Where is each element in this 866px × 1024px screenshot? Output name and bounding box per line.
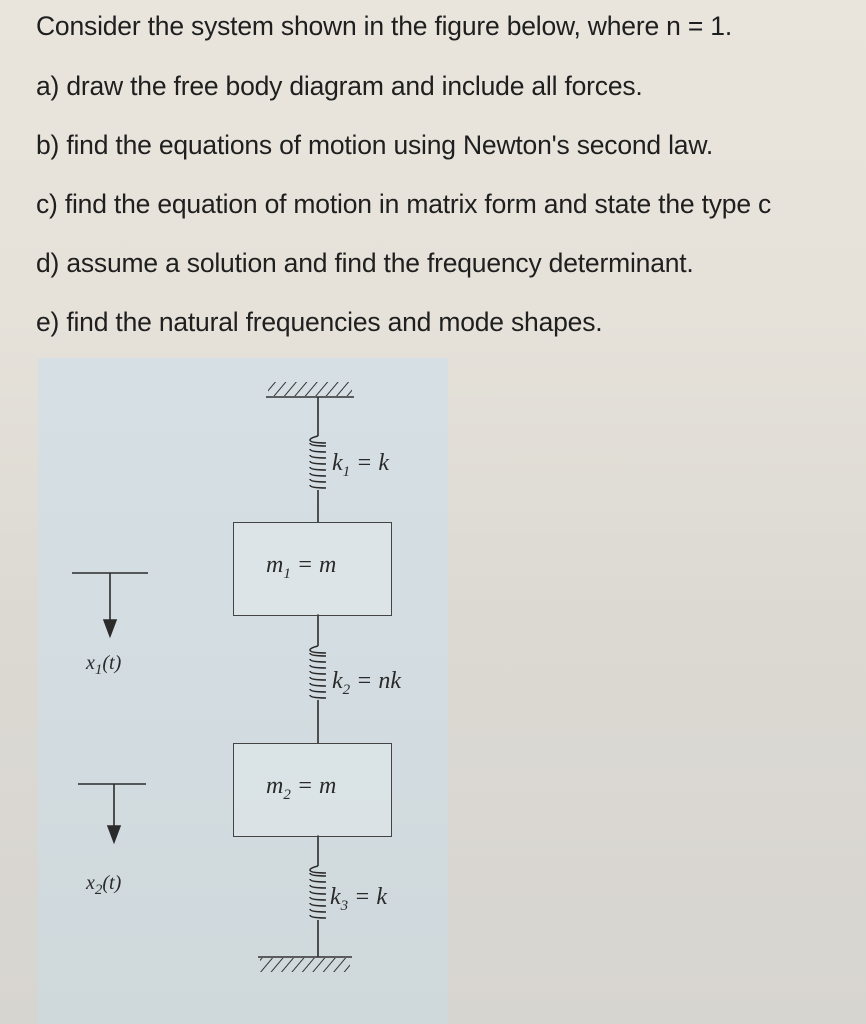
displacement-arrow-x2 [78,784,146,842]
question-part-d: d) assume a solution and find the frequency determinant. [36,248,694,278]
label-x1: $x_1(t)$ [86,652,122,678]
spring-k3 [310,835,326,957]
label-k3: $k_3 = k$ [330,884,388,914]
displacement-arrow-x1 [72,573,148,636]
question-part-a: a) draw the free body diagram and include all forces. [36,71,643,101]
spring-k1 [310,397,326,522]
label-k2: $k_2$ = nk [332,668,402,698]
question-part-b: b) find the equations of motion using Newton's second law. [36,130,713,160]
question-part-c: c) find the equation of motion in matrix form and state the type c [36,189,772,219]
ground-bottom [260,958,350,972]
ground-top [268,382,352,396]
spring-k2 [310,614,326,743]
label-k1: $k_1 = k$ [332,450,390,480]
question-intro: Consider the system shown in the figure below, where n = 1. [36,11,732,41]
question-part-e: e) find the natural frequencies and mode shapes. [36,307,603,337]
label-m1: $m_1 = m$ [266,552,337,582]
label-x2: $x_2(t)$ [86,872,122,898]
label-m2: $m_2 = m$ [266,773,337,803]
